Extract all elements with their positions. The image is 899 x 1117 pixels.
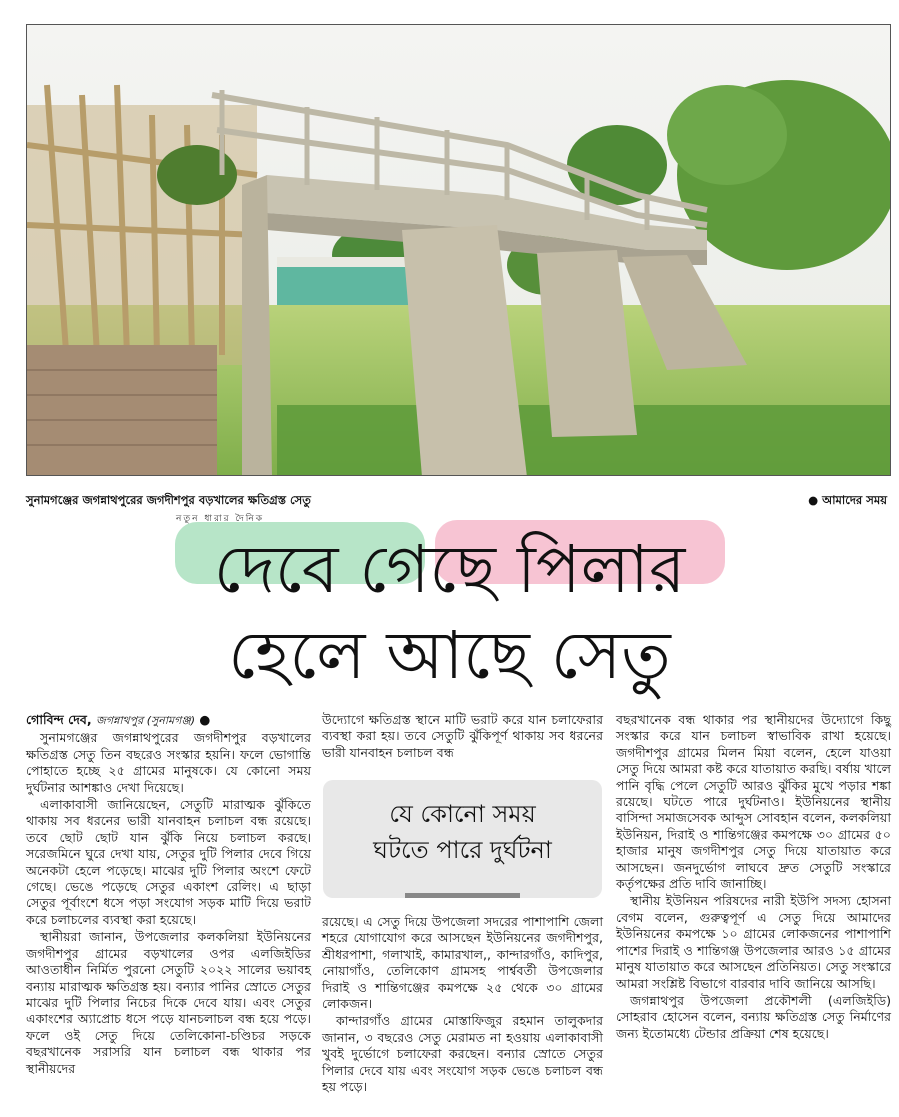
headline-line-2: হেলে আছে সেতু <box>228 617 671 694</box>
pull-quote-line-1: যে কোনো সময় <box>389 800 536 828</box>
pull-quote-bar <box>405 893 520 898</box>
article-column-2-top <box>322 712 603 762</box>
headline-line-1: দেবে গেছে পিলার <box>213 531 686 608</box>
pull-quote-line-2: ঘটতে পারে দুর্ঘটনা <box>373 836 552 864</box>
paragraph: এলাকাবাসী জানিয়েছেন, সেতুটি মারাত্মক ঝুঁকিতে থাকায় সব ধরনের ভারী যানবাহন চলাচল বন্ধ রয়েছে। তবে ছোট ছোট যান ঝুঁকি নিয়ে চলাচল করছে। সরেজমিনে ঘুরে দেখা যায়, সেতুর দুটি পিলার দেবে গিয়ে অনেকটা হেলে পড়েছে। মাঝের দুটি পিলার অংশে ফেটে গেছে। ভেঙে পড়েছে সেতুর একাংশ রেলিং। এ ছাড়া সেতুর পূর্বাংশে ধসে পড়া সংযোগ সড়ক মাটি দিয়ে ভরাট করে চলাচলের ব্যবস্থা করা হয়েছে। <box>26 797 311 927</box>
paragraph: বছরখানেক বন্ধ থাকার পর স্থানীয়দের উদ্যোগে কিছু সংস্কার করে যান চলাচল স্বাভাবিক রাখা হয়েছে। জগদীশপুর গ্রামের মিলন মিয়া বলেন, হেলে যাওয়া সেতু দিয়ে আমরা কষ্ট করে যাতায়াত করছি। বর্ষায় খালে পানি বৃদ্ধি পেলে সেতুটি আরও ঝুঁকির মুখে পড়ার শঙ্কা রয়েছে। ঘটতে পারে দুর্ঘটনাও। ইউনিয়নের স্থানীয় বাসিন্দা সমাজসেবক আব্দুস সোবহান বলেন, কলকলিয়া ইউনিয়ন, দিরাই ও শান্তিগঞ্জের কমপক্ষে ৩০ গ্রামের ৫০ হাজার মানুষ জগদীশপুর সেতু দিয়ে যাতায়াত করে আসছেন। জনদুর্ভোগ লাঘবে দ্রুত সেতুটি সংস্কারে কর্তৃপক্ষের প্রতি দাবি জানাচ্ছি। <box>616 712 891 892</box>
article-column-2-bottom <box>322 914 603 1096</box>
paragraph: উদ্যোগে ক্ষতিগ্রস্ত স্থানে মাটি ভরাট করে যান চলাফেরার ব্যবস্থা করা হয়। তবে সেতুটি ঝুঁকিপূর্ণ থাকায় সব ধরনের ভারী যানবাহন চলাচল বন্ধ <box>322 712 603 760</box>
paragraph: কান্দারগাঁও গ্রামের মোস্তাফিজুর রহমান তালুকদার জানান, ৩ বছরেও সেতু মেরামত না হওয়ায় এলাকাবাসী খুবই দুর্ভোগে চলাফেরা করছেন। বন্যার স্রোতে সেতুর পিলার দেবে যায় এবং সংযোগ সড়ক ভেঙে চলাচল বন্ধ হয় পড়ে। <box>322 1013 603 1095</box>
paragraph: সুনামগঞ্জের জগন্নাথপুরের জগদীশপুর বড়খালের ক্ষতিগ্রস্ত সেতু তিন বছরেও সংস্কার হয়নি। ফলে ভোগান্তি পোহাতে হচ্ছে ২৫ গ্রামের মানুষকে। যে কোনো সময় দুর্ঘটনার আশঙ্কাও দেখা দিয়েছে। <box>26 730 311 795</box>
masthead-tagline: নতুন ধারার দৈনিক <box>176 514 264 524</box>
photo-credit: ● আমাদের সময় <box>808 493 887 507</box>
pull-quote <box>323 780 602 898</box>
article-column-3 <box>616 712 891 1043</box>
byline: গোবিন্দ দেব, জগন্নাথপুর (সুনামগঞ্জ) ● <box>26 712 211 727</box>
article-column-1 <box>26 712 311 1078</box>
paragraph: স্থানীয় ইউনিয়ন পরিষদের নারী ইউপি সদস্য হোসনা বেগম বলেন, গুরুত্বপূর্ণ এ সেতু দিয়ে আমাদের ইউনিয়নের কমপক্ষে ১০ গ্রামের লোকজনের পাশাপাশি পাশের দিরাই ও শান্তিগঞ্জ উপজেলার আরও ১৫ গ্রামের মানুষ যাতায়াত করে আসছেন প্রতিনিয়ত। সেতু সংস্কারে আমরা সংশ্লিষ্ট বিভাগে বারবার দাবি জানিয়ে আসছি। <box>616 893 891 991</box>
byline-author: গোবিন্দ দেব, <box>26 712 92 727</box>
paragraph: রয়েছে। এ সেতু দিয়ে উপজেলা সদরের পাশাপাশি জেলা শহরে যোগাযোগ করে আসছেন ইউনিয়নের জগদীশপুর, শ্রীধরপাশা, গলাখাই, কামারখাল,, কান্দারগাঁও, কাদিপুর, নোয়াগাঁও, তেলিকোণ গ্রামসহ পার্শ্ববর্তী উপজেলার দিরাই ও শান্তিগঞ্জের কমপক্ষে ২৫ থেকে ৩০ গ্রামের লোকজন। <box>322 914 603 1012</box>
paragraph: স্থানীয়রা জানান, উপজেলার কলকলিয়া ইউনিয়নের জগদীশপুর গ্রামের বড়খালের ওপর এলজিইডির আওতাধীন নির্মিত পুরনো সেতুটি ২০২২ সালের ভয়াবহ বন্যায় মারাত্মক ক্ষতিগ্রস্ত হয়। বন্যার পানির স্রোতে সেতুর মাঝের দুটি পিলার নিচের দিকে দেবে যায়। এবং সেতুর একাংশের অ্যাপ্রোচ ধসে পড়ে যানচলাচল বন্ধ হয়ে পড়ে। ফলে ওই সেতু দিয়ে তেলিকোনা-চণ্ডিচর সড়কে বছরখানেক সরাসরি যান চলাচল বন্ধ থাকার পর স্থানীয়দের <box>26 929 311 1076</box>
photo-caption-bar <box>26 492 891 510</box>
paragraph: জগন্নাথপুর উপজেলা প্রকৌশলী (এলজিইডি) সোহরাব হোসেন বলেন, বন্যায় ক্ষতিগ্রস্ত সেতু নির্মাণের জন্য ইতোমধ্যে টেন্ডার প্রক্রিয়া শেষ হয়েছে। <box>616 992 891 1041</box>
bridge-photo <box>26 24 891 476</box>
byline-location: জগন্নাথপুর (সুনামগঞ্জ) <box>96 714 196 727</box>
photo-caption: সুনামগঞ্জের জগন্নাথপুরের জগদীশপুর বড়খালের ক্ষতিগ্রস্ত সেতু <box>26 493 311 507</box>
bridge-illustration <box>27 25 891 476</box>
